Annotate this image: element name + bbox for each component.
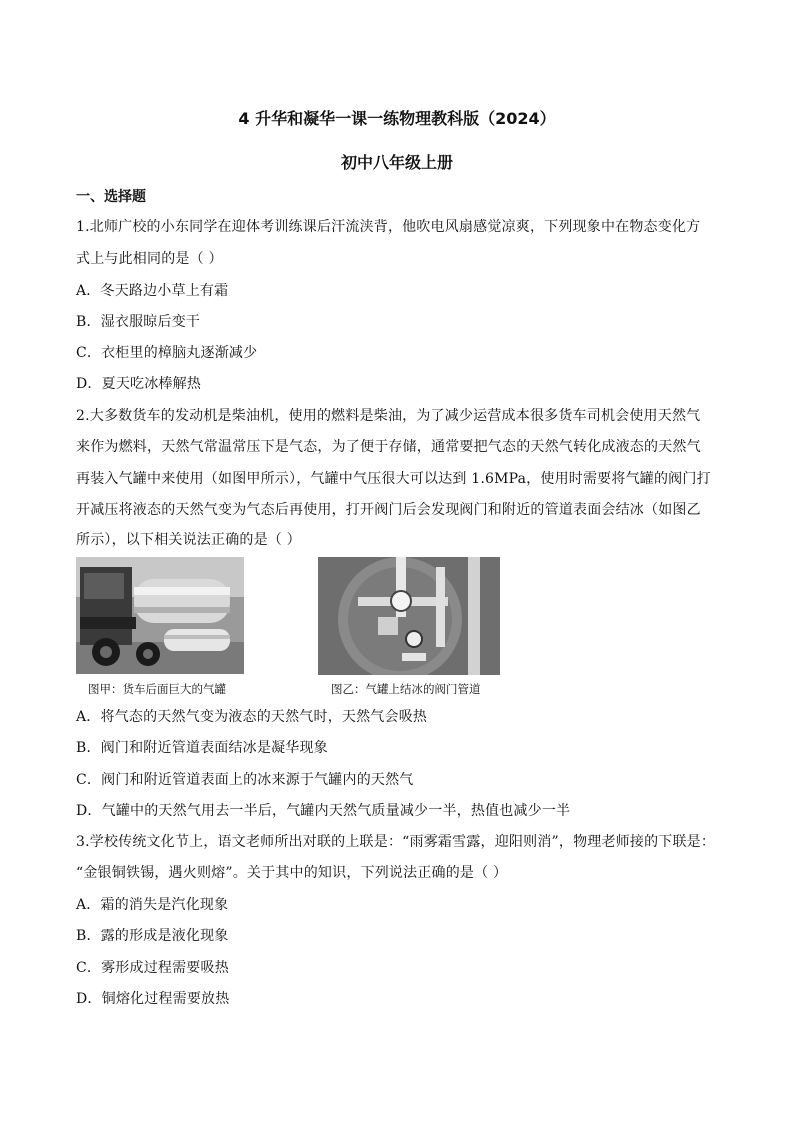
q2-stem-line-1: 2.大多数货车的发动机是柴油机，使用的燃料是柴油，为了减少运营成本很多货车司机会使用天然气 (76, 408, 701, 424)
q3-option-d: D．铜熔化过程需要放热 (76, 991, 230, 1007)
section-heading: 一、选择题 (76, 189, 146, 205)
q1-stem-line-2: 式上与此相同的是（ ） (76, 251, 223, 267)
q3-option-b: B．露的形成是液化现象 (76, 928, 229, 944)
q3-option-a: A．霜的消失是汽化现象 (76, 897, 229, 913)
q1-stem-line-1: 1.北师广校的小东同学在迎体考训练课后汗流浃背，他吹电风扇感觉凉爽，下列现象中在物态变化方 (76, 219, 701, 235)
q3-option-c: C．雾形成过程需要吸热 (76, 960, 229, 976)
q3-stem-line-2: “金银铜铁锡，遇火则熔”。关于其中的知识，下列说法正确的是（ ） (76, 865, 508, 881)
q2-stem-line-4: 开减压将液态的天然气变为气态后再使用，打开阀门后会发现阀门和附近的管道表面会结冰（如图乙 (76, 502, 701, 518)
q1-option-b: B．湿衣服晾后变干 (76, 314, 201, 330)
q2-option-b: B．阀门和附近管道表面结冰是凝华现象 (76, 740, 328, 756)
q1-option-d: D．夏天吃冰棒解热 (76, 376, 202, 392)
figure-b-caption: 图乙：气罐上结冰的阀门管道 (331, 682, 481, 696)
q2-stem-line-2: 来作为燃料，天然气常温常压下是气态，为了便于存储，通常要把气态的天然气转化成液态的天然气 (76, 439, 701, 455)
q1-option-c: C．衣柜里的樟脑丸逐渐减少 (76, 345, 258, 361)
document-subtitle: 初中八年级上册 (340, 153, 453, 172)
figure-frozen-valve (318, 557, 500, 675)
q2-option-d: D．气罐中的天然气用去一半后，气罐内天然气质量减少一半，热值也减少一半 (76, 803, 571, 819)
q3-stem-line-1: 3.学校传统文化节上，语文老师所出对联的上联是：“雨雾霜雪露，迎阳则消”，物理老师接的下联是： (76, 834, 716, 850)
figure-truck-gas-tank (76, 557, 244, 674)
figure-a-caption: 图甲：货车后面巨大的气罐 (88, 682, 226, 696)
q2-stem-line-3: 再装入气罐中来使用（如图甲所示），气罐中气压很大可以达到 1.6MPa，使用时需要将气罐的阀门打 (76, 471, 711, 487)
q2-option-a: A．将气态的天然气变为液态的天然气时，天然气会吸热 (76, 709, 428, 725)
document-title: 4 升华和凝华一课一练物理教科版（2024） (238, 109, 556, 128)
q2-option-c: C．阀门和附近管道表面上的冰来源于气罐内的天然气 (76, 772, 414, 788)
q2-stem-line-5: 所示），以下相关说法正确的是（ ） (76, 532, 301, 548)
q1-option-a: A．冬天路边小草上有霜 (76, 283, 229, 299)
